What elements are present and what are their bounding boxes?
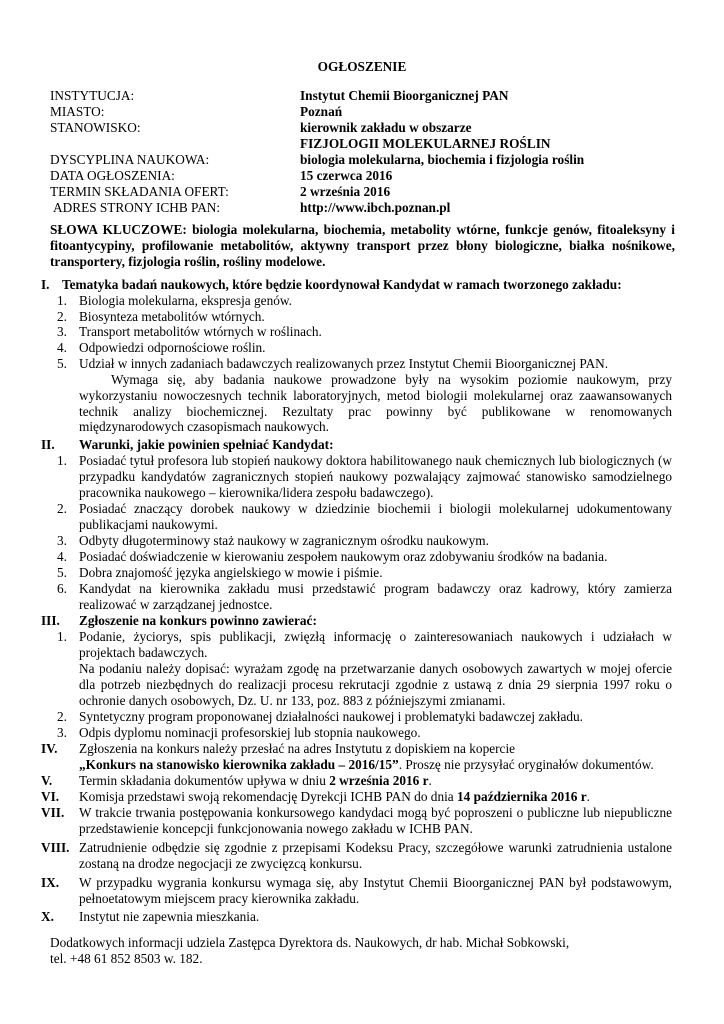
list-item: 3. Odbyty długoterminowy staż naukowy w zagranicznym ośrodku naukowym.: [57, 533, 489, 548]
info-value-website[interactable]: http://www.ibch.poznan.pl: [300, 200, 451, 215]
section-8: VIII. Zatrudnienie odbędzie się zgodnie z przepisami Kodeksu Pracy, szczegółowe warunki zatrudnienia ustalone zostaną na drodze negocjacji ze zwycięzcą konkursu.: [41, 840, 672, 871]
list-item: 2. Syntetyczny program proponowanej działalności naukowej i problematyki badawczej zakładu.: [57, 709, 584, 724]
info-value-date: 15 czerwca 2016: [300, 168, 393, 183]
list-item: 1. Posiadać tytuł profesora lub stopień naukowy doktora habilitowanego nauk chemicznych lub biologicznych (w przypadku kandydatów zagranicznych stopień naukowy pozwalający zajmować stanowisko samodzielnego pracownika naukowego – kierownika/lidera zespołu badawczego).: [57, 453, 672, 500]
keywords: SŁOWA KLUCZOWE: biologia molekularna, biochemia, metabolity wtórne, funkcje genów, fitoaleksyny i fitoantycypiny, profilowanie metabolitów, aktywny transport przez błony biologiczne, białka nośnikowe, transportery, fizjologia roślin, rośliny modelowe.: [50, 222, 675, 270]
list-item: 4. Posiadać doświadczenie w kierowaniu zespołem naukowym oraz zdobywaniu środków na badania.: [57, 549, 608, 564]
footer-contact: Dodatkowych informacji udziela Zastępca Dyrektora ds. Naukowych, dr hab. Michał Sobkowski,: [50, 935, 570, 950]
section-10: X. Instytut nie zapewnia mieszkania.: [41, 909, 260, 924]
info-value-city: Poznań: [300, 104, 343, 119]
list-item: 5. Dobra znajomość języka angielskiego w mowie i piśmie.: [57, 565, 383, 580]
section-1-paragraph: Wymaga się, aby badania naukowe prowadzone były na wysokim poziomie naukowym, przy wykorzystaniu nowoczesnych technik laboratoryjnych, metod biologii molekularnej oraz zaawansowanych technik analizy biochemicznej. Rezultaty prac powinny być publikowane w renomowanych międzynarodowych czasopismach naukowych.: [79, 372, 672, 435]
section-4: IV. Zgłoszenia na konkurs należy przesłać na adres Instytutu z dopiskiem na kopercie „Konkurs na stanowisko kierownika zakładu – 2016/15”. Proszę nie przysyłać oryginałów dokumentów.: [41, 741, 654, 772]
list-item: 2. Posiadać znaczący dorobek naukowy w dziedzinie biochemii i biologii molekularnej udokumentowany publikacjami naukowymi.: [57, 501, 672, 532]
list-item: 3. Odpis dyplomu nominacji profesorskiej lub stopnia naukowego.: [57, 725, 421, 740]
info-label-discipline: DYSCYPLINA NAUKOWA:: [50, 152, 210, 167]
info-label-deadline: TERMIN SKŁADANIA OFERT:: [50, 184, 229, 199]
list-item: 4. Odpowiedzi odpornościowe roślin.: [57, 340, 266, 355]
list-item: 5. Udział w innych zadaniach badawczych realizowanych przez Instytut Chemii Bioorganicznej PAN.: [57, 356, 609, 371]
section-9: IX. W przypadku wygrania konkursu wymaga się, aby Instytut Chemii Bioorganicznej PAN był podstawowym, pełnoetatowym miejscem pracy kierownika zakładu.: [41, 875, 672, 906]
section-6: VI. Komisja przedstawi swoją rekomendację Dyrekcji ICHB PAN do dnia 14 października 2016 r.: [41, 789, 590, 804]
section-2-number: II.: [41, 437, 55, 452]
section-3-note: Na podaniu należy dopisać: wyrażam zgodę na przetwarzanie danych osobowych zawartych w mojej ofercie dla potrzeb niezbędnych do realizacji procesu rekrutacji zgodnie z ustawą z dnia 29 sierpnia 1997 roku o ochronie danych osobowych, Dz. U. nr 133, poz. 883 z późniejszymi zmianami.: [79, 661, 672, 708]
info-value-institution: Instytut Chemii Bioorganicznej PAN: [300, 88, 509, 103]
section-7: VII. W trakcie trwania postępowania konkursowego kandydaci mogą być poproszeni o publiczne lub niepubliczne przedstawienie koncepcji funkcjonowania nowego zakładu w ICHB PAN.: [41, 805, 672, 836]
section-3-heading: Zgłoszenie na konkurs powinno zawierać:: [79, 613, 317, 628]
info-label-date: DATA OGŁOSZENIA:: [50, 168, 175, 183]
section-1-number: I.: [41, 277, 50, 292]
info-value-position: kierownik zakładu w obszarze: [300, 120, 472, 135]
info-label-website: ADRES STRONY ICHB PAN:: [53, 200, 221, 215]
section-5: V. Termin składania dokumentów upływa w dniu 2 września 2016 r.: [41, 773, 432, 788]
footer-phone: tel. +48 61 852 8503 w. 182.: [50, 951, 203, 966]
info-value-position-line2: FIZJOLOGII MOLEKULARNEJ ROŚLIN: [300, 136, 551, 151]
section-3-number: III.: [41, 613, 60, 628]
list-item: 6. Kandydat na kierownika zakładu musi przedstawić program badawczy oraz kadrowy, który zamierza realizować w zarządzanej jednostce.: [57, 581, 672, 612]
info-label-city: MIASTO:: [50, 104, 105, 119]
list-item: 3. Transport metabolitów wtórnych w roślinach.: [57, 324, 322, 339]
info-label-institution: INSTYTUCJA:: [50, 88, 135, 103]
info-value-deadline: 2 września 2016: [300, 184, 391, 199]
page-title: OGŁOSZENIE: [317, 59, 407, 74]
info-label-position: STANOWISKO:: [50, 120, 141, 135]
section-2-heading: Warunki, jakie powinien spełniać Kandydat:: [79, 437, 334, 452]
list-item: 1. Biologia molekularna, ekspresja genów.: [57, 293, 292, 308]
section-1-heading: Tematyka badań naukowych, które będzie koordynował Kandydat w ramach tworzonego zakładu:: [62, 277, 622, 292]
list-item: 1. Podanie, życiorys, spis publikacji, zwięzłą informację o zainteresowaniach naukowych i udziałach w projektach badawczych.: [57, 629, 672, 660]
list-item: 2. Biosynteza metabolitów wtórnych.: [57, 309, 265, 324]
info-value-discipline: biologia molekularna, biochemia i fizjologia roślin: [300, 152, 585, 167]
